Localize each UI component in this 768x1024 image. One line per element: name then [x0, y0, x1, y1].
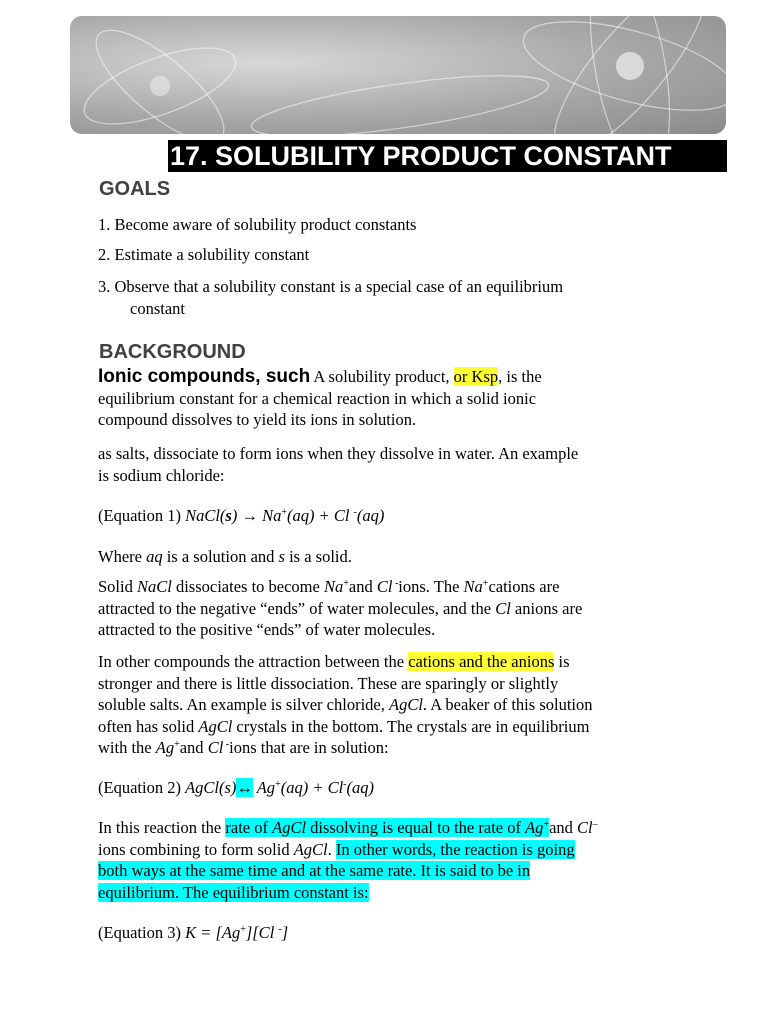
- highlight-cations-anions: cations and the anions: [408, 652, 555, 671]
- highlight-arrow: ↔: [236, 778, 253, 797]
- paragraph-reaction: In this reaction the rate of AgCl dissolving is equal to the rate of Ag+and Cl– ions combining to form solid AgCl. In other words, the reaction is going both ways at the same time and at the same rate. It is said to be in equilibrium. The equilibrium constant is:: [98, 818, 598, 902]
- atom-decoration: [70, 16, 726, 134]
- page-title: 17. SOLUBILITY PRODUCT CONSTANT: [168, 140, 727, 172]
- header-banner-image: [70, 16, 726, 134]
- goal-item: 1. Become aware of solubility product constants: [98, 215, 417, 234]
- paragraph-other-compounds: In other compounds the attraction between the cations and the anions is stronger and there is little dissociation. These are sparingly or slightly soluble salts. An example is silver chloride, AgCl. A beaker of this solution often has solid AgCl crystals in the bottom. The crystals are in equilibrium with the Ag+and Cl -ions that are in solution:: [98, 652, 593, 757]
- ionic-lead: Ionic compounds, such: [98, 366, 311, 387]
- equation-3: (Equation 3) K = [Ag+][Cl -]: [98, 923, 289, 942]
- highlight-other-words: In other words, the reaction is going: [335, 839, 575, 859]
- highlight-ksp: or Ksp: [453, 367, 499, 386]
- goals-heading: GOALS: [99, 178, 171, 200]
- background-heading: BACKGROUND: [99, 341, 246, 363]
- equation-2: (Equation 2) AgCl(s)↔ Ag+(aq) + Cl-(aq): [98, 778, 375, 797]
- paragraph-solid-nacl: Solid NaCl dissociates to become Na+and Cl -ions. The Na+cations are attracted to the negative “ends” of water molecules, and the Cl anions are attracted to the positive “ends” of water molecules.: [98, 577, 583, 639]
- paragraph-ionic: Ionic compounds, such A solubility product, or Ksp, is the equilibrium constant for a chemical reaction in which a solid ionic compound dissolves to yield its ions in solution.: [98, 366, 542, 429]
- goal-item: 3. Observe that a solubility constant is a special case of an equilibrium: [98, 277, 564, 296]
- goal-item: 2. Estimate a solubility constant: [98, 245, 310, 264]
- highlight-rate: rate of AgCl dissolving is equal to the rate of Ag+: [225, 818, 550, 837]
- highlight-same-rate: ways at the same time and at the same rate. It is said to be in: [131, 861, 531, 880]
- highlight-equilibrium: equilibrium. The equilibrium constant is:: [98, 882, 369, 902]
- paragraph-where: Where aq is a solution and s is a solid.: [98, 547, 352, 566]
- paragraph-salts: as salts, dissociate to form ions when they dissolve in water. An example is sodium chloride:: [98, 444, 579, 485]
- equation-1: (Equation 1) NaCl(s) → Na+(aq) + Cl -(aq): [98, 506, 385, 525]
- goal-item-continuation: constant: [130, 299, 185, 318]
